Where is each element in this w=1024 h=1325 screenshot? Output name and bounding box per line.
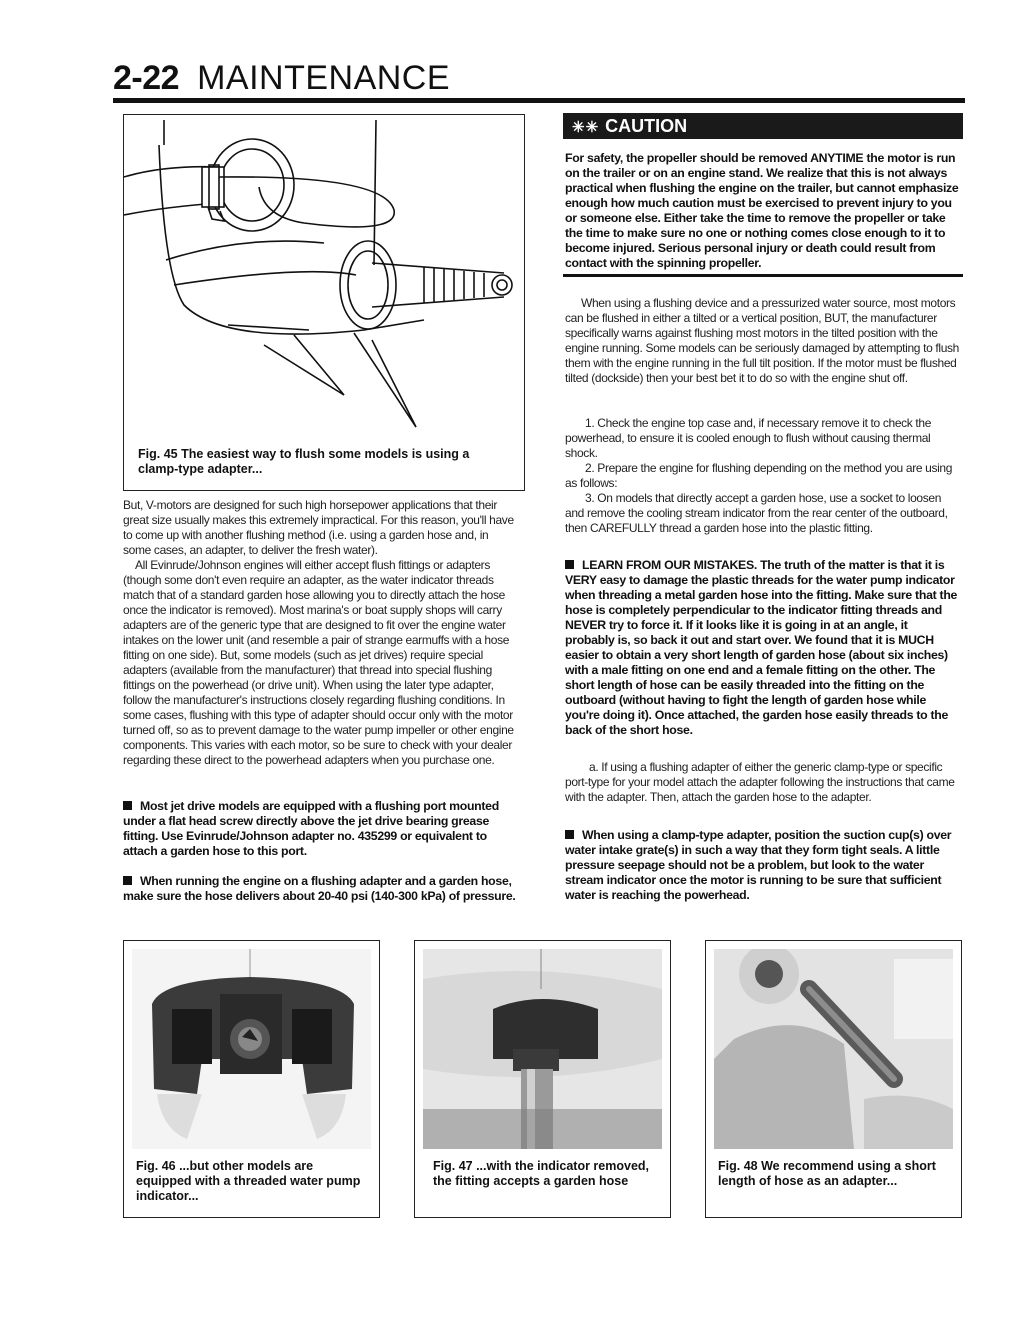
fig47-photo xyxy=(423,949,662,1149)
figure-47 xyxy=(414,940,671,1218)
left-para-2: All Evinrude/Johnson engines will either accept flush fittings or adapters (though some don't even require an adapter, as the water indicator threads match that of a standard garden hose allowing you to directly attach the hose once the indicator is removed). Most marina's or boat supply shops will carry adapters are of the generic type that are designed to fit over the engine water intakes on the lower unit (and resemble a pair of strange earmuffs with a hose fitting on one side). But, some models (such as jet drives) require special adapters (available from the manufacturer) that thread into special flushing fittings on the powerhead (or drive unit). When using the later type adapter, follow the manufacturer's instructions closely regarding flushing conditions. In some cases, flushing with this type of adapter should occur only with the motor turned off, so as to prevent damage to the water pump impeller or other engine components. This varies with each motor, so be sure to check with your dealer regarding these direct to the powerhead adapters when you purchase one. xyxy=(123,558,514,767)
fig47-caption: Fig. 47 ...with the indicator removed, the fitting accepts a garden hose xyxy=(433,1159,650,1188)
bullet-icon xyxy=(123,801,132,810)
right-para-1: When using a flushing device and a pressurized water source, most motors can be flushed in either a tilted or a vertical position, BUT, the manufacturer specifically warns against flushing most motors in the tilted position with the engine running. Some models can be seriously damaged by attempting to flush them with the engine running in the full tilt position. If the motor must be flushed tilted (dockside) then your best bet it to do so with the engine shut off. xyxy=(565,296,960,385)
fig48-photo xyxy=(714,949,953,1149)
caution-text: For safety, the propeller should be removed ANYTIME the motor is run on the trailer or on an engine stand. We realize that this is not always practical when flushing the engine on the trailer, but cannot emphasize enough how much caution must be exercised to prevent injury to you or someone else. Either take the time to remove the propeller or take the time to make sure no one or nothing comes close enough to it to become injured. Serious personal injury or death could result from contact with the spinning propeller. xyxy=(565,151,959,270)
note-clamp-text: When using a clamp-type adapter, position the suction cup(s) over water intake grate(s) in such a way that they form tight seals. A little pressure seepage should not be a problem, but look to the water stream indicator once the motor is running to be sure that sufficient water is reaching the powerhead. xyxy=(565,828,952,902)
note-learn-from-mistakes xyxy=(565,558,960,738)
caution-rule xyxy=(563,274,963,277)
caution-banner xyxy=(563,113,963,139)
header-rule xyxy=(113,98,965,103)
caution-label: CAUTION xyxy=(605,116,688,136)
caution-stars-icon: ✳✳ xyxy=(572,119,600,136)
step-a: a. If using a flushing adapter of either the generic clamp-type or specific port-type for your model attach the adapter following the instructions that came with the adapter. Then, attach the garden hose to the adapter. xyxy=(565,760,955,804)
note-jet-drive-text: Most jet drive models are equipped with a flushing port mounted under a flat head screw directly above the jet drive bearing grease fitting. Use Evinrude/Johnson adapter no. 435299 or equivalent to attach a garden hose to this port. xyxy=(123,799,499,858)
step-2: 2. Prepare the engine for flushing depending on the method you are using as follows: xyxy=(565,461,953,490)
figure-46 xyxy=(123,940,380,1218)
page-header xyxy=(113,58,450,98)
left-para-1: But, V-motors are designed for such high horsepower applications that their great size usually makes this extremely impractical. For this reason, you'll have to come up with another flushing method (i.e. using a garden hose and, in some cases, an adapter, to deliver the fresh water). xyxy=(123,498,514,557)
fig48-caption: Fig. 48 We recommend using a short length of hose as an adapter... xyxy=(718,1159,936,1188)
left-column-text xyxy=(123,498,518,768)
note-hose-pressure-text: When running the engine on a flushing adapter and a garden hose, make sure the hose delivers about 20-40 psi (140-300 kPa) of pressure. xyxy=(123,874,516,903)
page-number: 2-22 xyxy=(113,59,180,97)
note-learn-text: LEARN FROM OUR MISTAKES. The truth of the matter is that it is VERY easy to damage the plastic threads for the water pump indicator when threading a metal garden hose into the fitting. Make sure that the hose is completely perpendicular to the indicator fitting threads and NEVER try to force it. If it looks like it is going in at an angle, it probably is, so back it out and start over. We found that it is MUCH easier to obtain a very short length of garden hose (about six inches) with a male fitting on one end and a female fitting on the other. The short length of hose can be easily threaded into the fitting on the outboard (without having to fight the length of garden hose while you're doing it). Once attached, the garden hose easily threads to the back of the short hose. xyxy=(565,558,958,737)
bullet-icon xyxy=(123,876,132,885)
fig46-caption: Fig. 46 ...but other models are equipped with a threaded water pump indicator... xyxy=(136,1159,361,1203)
section-title: MAINTENANCE xyxy=(197,59,451,97)
figure-48 xyxy=(705,940,962,1218)
note-clamp-type xyxy=(565,828,960,903)
figure-45 xyxy=(123,114,525,491)
steps xyxy=(565,416,960,536)
step-1: 1. Check the engine top case and, if necessary remove it to check the powerhead, to ensure it is cooled enough to flush without causing thermal shock. xyxy=(565,416,932,460)
fig45-caption: Fig. 45 The easiest way to flush some models is using a clamp-type adapter... xyxy=(138,447,470,476)
note-hose-pressure xyxy=(123,874,523,904)
fig46-photo xyxy=(132,949,371,1149)
step-3: 3. On models that directly accept a garden hose, use a socket to loosen and remove the cooling stream indicator from the rear center of the outboard, then CAREFULLY thread a garden hose into the plastic fitting. xyxy=(565,491,948,535)
clamp-adapter-illustration xyxy=(124,115,524,435)
bullet-icon xyxy=(565,560,574,569)
note-jet-drive xyxy=(123,799,518,859)
bullet-icon xyxy=(565,830,574,839)
